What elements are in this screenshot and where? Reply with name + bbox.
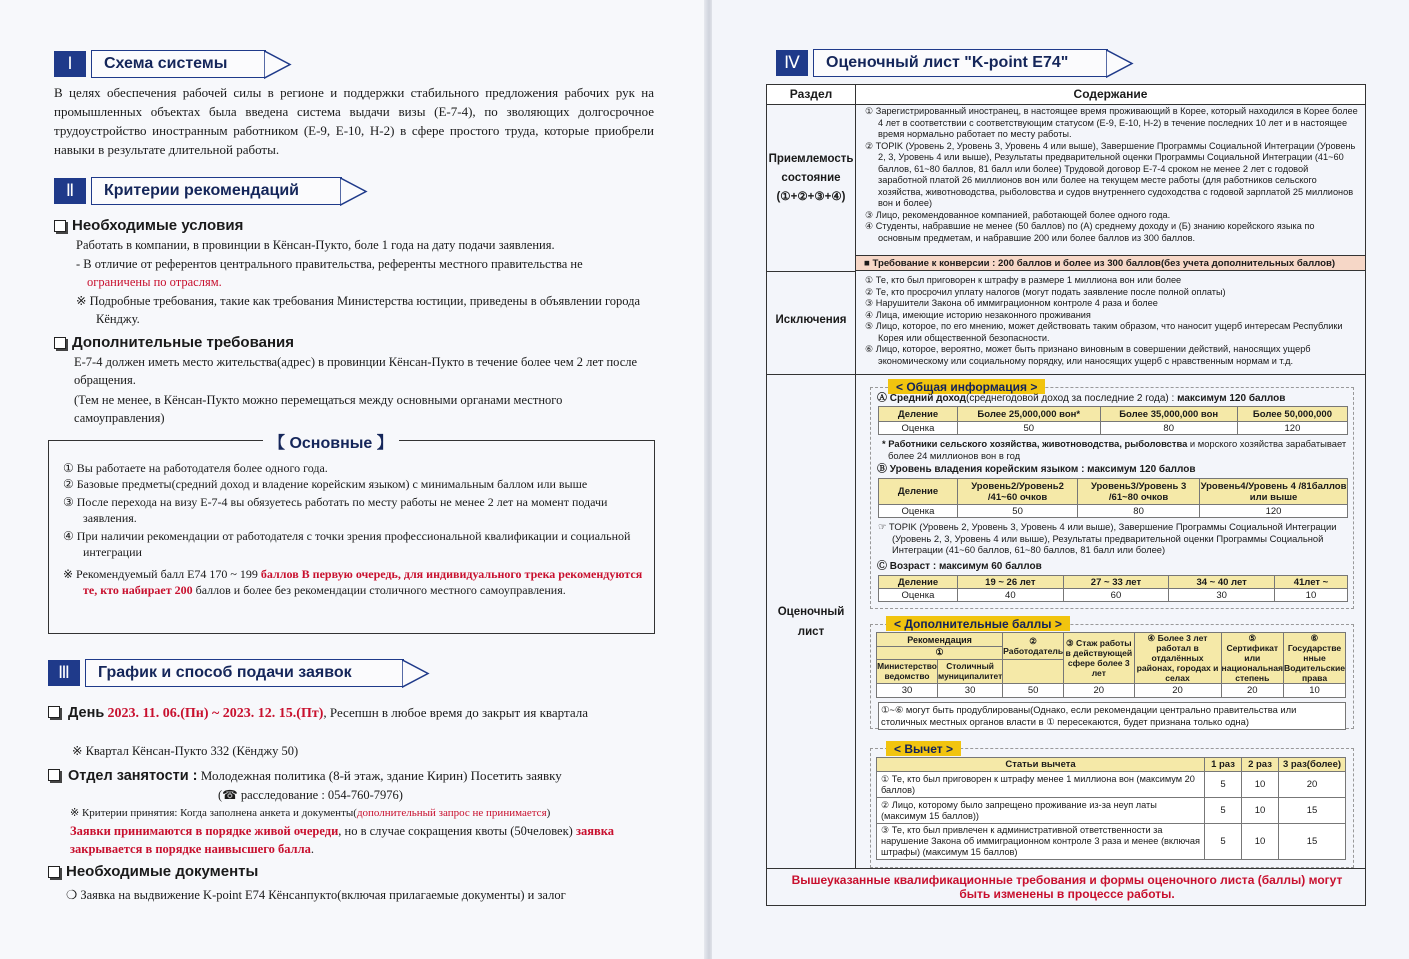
add-license: ⑥ Государстве нные Водительские права (1284, 633, 1346, 683)
korean-head-1: Уровень2/Уровень2 /41~60 очков (958, 479, 1078, 505)
additional-requirements-heading (54, 334, 294, 351)
add-ministry: Министерство ведомство (877, 659, 938, 684)
additional-points-table (876, 632, 1346, 698)
required-line-2-red: ограничены по отраслям. (87, 275, 222, 289)
ded-row-2-v3: 15 (1279, 798, 1346, 824)
additional-requirements-title: Дополнительные требования (72, 334, 294, 351)
required-conditions-title: Необходимые условия (72, 217, 244, 234)
main-points-list (63, 460, 643, 598)
korean-level-table (878, 478, 1348, 518)
order-red-2: заявка закрывается в порядке наивысшего балла (70, 824, 615, 856)
row-divider (767, 374, 1365, 375)
add-municipality: Столичный муниципалитет (937, 659, 1002, 684)
income-val-2: 80 (1100, 422, 1237, 435)
col-section-header: Раздел (767, 85, 856, 104)
add-experience: ③ Стаж работы в действующей сфере более 3 лет (1064, 633, 1134, 684)
day-label: День (68, 705, 105, 721)
ded-row-3-v1: 5 (1205, 824, 1242, 860)
checkbox-icon (48, 866, 60, 878)
required-documents-heading (48, 863, 258, 880)
main-note-red: баллов В первую очередь, для индивидуального трека рекомендуются те, кто набирает 200 (83, 567, 643, 597)
income-head-0: Деление (879, 407, 958, 422)
add-val-2: 30 (937, 684, 1002, 698)
income-table (878, 406, 1348, 435)
age-head-1: 19 ~ 26 лет (958, 576, 1064, 589)
col-content-header: Содержание (1073, 87, 1148, 101)
section-2-title (91, 177, 342, 205)
add-rec-header: Рекомендация (877, 633, 1003, 647)
tab-arrow-icon (340, 177, 368, 206)
add-val-3: 50 (1003, 684, 1064, 698)
row-exclusions-label: Исключения (775, 314, 847, 326)
dept-rest: Молодежная политика (8-й этаж, здание Кирин) Посетить заявку (200, 768, 562, 783)
ded-row-1-v2: 10 (1242, 772, 1279, 798)
additional-line-2: (Тем не менее, в Кёнсан-Пукто можно перемещаться между основными органами местного самоуправления) (74, 393, 563, 425)
age-val-1: 40 (958, 589, 1064, 602)
main-note-a: ※ Рекомендуемый балл E74 170 ~ 199 (63, 567, 258, 581)
income-title: Ⓐ Средний доход (877, 393, 966, 404)
korean-val-2: 80 (1078, 505, 1200, 518)
ded-row-3-v3: 15 (1279, 824, 1346, 860)
deduction-row (877, 824, 1346, 860)
ded-head-3: 3 раз(более) (1279, 758, 1346, 772)
eligibility-item-1: ① Зарегистрированный иностранец, в настоящее время проживающий в Корее, который находился в Корее более 4 лет в соответствии с соответствующим статусом (E-9, E-10, H-2) в течение последних 10 лет и в настоящее время нормально работает по месту работы. (865, 106, 1358, 139)
dept-label: Отдел занятости : (68, 768, 198, 784)
main-points-box (48, 435, 655, 634)
section-1-title (91, 50, 266, 78)
additional-points-title: < Дополнительные баллы > (886, 616, 1070, 631)
add-rec-number: ① (877, 647, 1003, 659)
section-4-title (813, 49, 1108, 77)
exclusion-item-1: ① Те, кто был приговорен к штрафу в размере 1 миллиона вон или более (865, 275, 1182, 285)
ded-row-2-label: ② Лицо, которому было запрещено проживание из-за неуп латы (максимум 15 баллов)) (877, 798, 1205, 824)
age-val-3: 30 (1169, 589, 1275, 602)
income-val-0: Оценка (879, 422, 958, 435)
section-4-title-text: Оценочный лист "K-point E74" (826, 54, 1069, 71)
conversion-requirement: ■ Требование к конверсии : 200 баллов и более из 300 баллов(без учета дополнительных баллов) (856, 255, 1365, 271)
deductions-table (876, 757, 1346, 860)
add-val-1: 30 (877, 684, 938, 698)
day-rest: , Ресепшн в любое время до закрыт ия квартала (323, 705, 588, 720)
income-max: максимум 120 баллов (1177, 393, 1286, 404)
korean-head-3: Уровень4/Уровень 4 /81баллов или выше (1200, 480, 1347, 503)
section-1-body: В целях обеспечения рабочей силы в регионе и поддержки стабильного предложения рабочих рук на промышленных объектах была введена система выдачи визы (E-7-4), по зволяющих долгосрочное трудоустройство иностранным работником (E-9, E-10, H-2) в сфере простого труда, которые приобрели навыки в результате длительной работы. (54, 85, 654, 157)
age-head-2: 27 ~ 33 лет (1063, 576, 1169, 589)
checkbox-icon (48, 769, 60, 781)
schedule-day (48, 703, 648, 723)
dept-phone: (☎ расследование : 054-760-7976) (218, 788, 403, 802)
income-val-3: 120 (1237, 422, 1347, 435)
add-remote: ④ Более 3 лет работал в отдалённых районах, городах и селах (1134, 633, 1221, 684)
korean-level-title: Ⓑ Уровень владения корейским языком : максимум 120 баллов (877, 464, 1196, 475)
deduction-row (877, 798, 1346, 824)
section-2-title-text: Критерии рекомендаций (104, 182, 299, 199)
required-line-2 (76, 255, 654, 291)
tab-arrow-icon (264, 50, 292, 79)
ded-head-2: 2 раз (1242, 758, 1279, 772)
required-note: ※ Подробные требования, такие как требования Министерства юстиции, приведены в объявлении города Кёнджу. (76, 294, 641, 326)
ded-head-0: Статьи вычета (877, 758, 1205, 772)
exclusion-item-3: ③ Нарушители Закона об иммиграционном контроле 4 раза и более (865, 298, 1158, 308)
order-red: Заявки принимаются в порядке живой очереди (70, 824, 339, 838)
add-val-6: 20 (1221, 684, 1284, 698)
order-c: . (310, 842, 314, 856)
income-head-3: Более 50,000,000 (1237, 407, 1347, 422)
documents-line: ❍ Заявка на выдвижение K-point E74 Кёнсанпукто(включая прилагаемые документы) и залог (66, 888, 566, 902)
exclusion-item-2: ② Те, кто просрочил уплату налогов (могут подать заявление после полной оплаты) (865, 286, 1226, 297)
eligibility-item-4: ④ Студенты, набравшие не менее (50 баллов) по (А) среднему доходу и (Б) знанию корейского языка по основным предметам, и набравшие 200 или более баллов из 300 баллов. (865, 221, 1315, 243)
section-2-header (54, 178, 342, 204)
required-documents-title: Необходимые документы (66, 863, 259, 880)
income-val-1: 50 (958, 422, 1101, 435)
criteria-a: ※ Критерии принятия: Когда заполнена анкета и документы( (70, 807, 357, 819)
criteria-red: дополнительный запрос не принимается (356, 807, 547, 819)
table-header-row (767, 85, 1365, 105)
ded-row-2-v2: 10 (1242, 798, 1279, 824)
section-4-header (776, 50, 1108, 76)
section-3-header (48, 660, 404, 686)
income-sub: (среднегодовой доход за последние 2 года) : (965, 393, 1175, 404)
income-head-2: Более 35,000,000 вон (1100, 407, 1237, 422)
age-val-2: 60 (1063, 589, 1169, 602)
row-exclusions-content (865, 275, 1358, 367)
exclusion-item-5: ⑤ Лицо, которое, по его мнению, может действовать таким образом, что наносит ущерб интересам Республики Корея или общественной безопасности. (865, 321, 1343, 343)
schedule-place: ※ Квартал Кёнсан-Пукто 332 (Кёнджу 50) (72, 744, 299, 758)
checkbox-icon (54, 337, 66, 349)
main-note (63, 566, 643, 598)
korean-val-1: 50 (958, 505, 1078, 518)
row-eligibility-label: Приемлемость состояние (①+②+③+④) (768, 153, 854, 203)
eligibility-item-3: ③ Лицо, рекомендованное компанией, работающей более одного года. (865, 209, 1171, 220)
required-line-2-text: - В отличие от референтов центрального правительства, референты местного правительства не (76, 257, 583, 271)
main-point-2: ② Базовые предметы(средний доход и владение корейским языком) с минимальным баллом или выше (63, 477, 588, 491)
ded-head-1: 1 раз (1205, 758, 1242, 772)
additional-line-1: E-7-4 должен иметь место жительства(адрес) в провинции Кёнсан-Пукто в течение более чем 2 лет после обращения. (74, 355, 638, 387)
additional-points-note: ①~⑥ могут быть продублированы(Однако, если рекомендации центрально правительства или столичных местных органов власти в ① пересекаются, будет признана только одна) (878, 702, 1346, 730)
age-head-4: 41лет ~ (1274, 576, 1347, 589)
deduction-row (877, 772, 1346, 798)
acceptance-criteria (70, 806, 650, 821)
age-val-0: Оценка (879, 589, 958, 602)
checkbox-icon (54, 220, 66, 232)
korean-head-2: Уровень3/Уровень 3 /61~80 очков (1078, 479, 1200, 505)
section-3-title-text: График и способ подачи заявок (98, 664, 352, 681)
korean-head-0: Деление (879, 479, 958, 505)
employment-department (48, 766, 648, 786)
add-val-7: 10 (1284, 684, 1346, 698)
income-note (878, 438, 1358, 461)
order-b: , но в случае сокращения квоты (50человек) (338, 824, 573, 838)
ded-row-1-v3: 20 (1279, 772, 1346, 798)
add-certificate: ⑤ Сертификат или национальная степень (1221, 633, 1284, 683)
korean-level-note: ☞ TOPIK (Уровень 2, Уровень 3, Уровень 4 или выше), Завершение Программы Социальной Интеграции (Уровень 2, 3, Уровень 4 или выше), Результаты предварительной оценки Программы Социальной Интеграции (41~60 баллов, 61~80 баллов, 81 балл или более) (878, 521, 1337, 555)
add-val-5: 20 (1134, 684, 1221, 698)
income-head-1: Более 25,000,000 вон* (958, 407, 1101, 422)
age-title: Ⓒ Возраст : максимум 60 баллов (877, 561, 1042, 572)
main-point-4: ④ При наличии рекомендации от работодателя с точки зрения профессиональной квалификации и социальной интеграции (63, 529, 631, 559)
income-note-b: и морского хозяйства зарабатывает более 24 миллионов вон в год (888, 438, 1347, 461)
section-3-number: Ⅲ (48, 660, 80, 686)
section-2-number: Ⅱ (54, 178, 86, 204)
day-dates: 2023. 11. 06.(Пн) ~ 2023. 12. 15.(Пт) (107, 706, 324, 721)
table-footer-note: Вышеуказанные квалификационные требования и формы оценочного листа (баллы) могут быть изменены в процессе работы. (791, 873, 1343, 901)
ded-row-1-label: ① Те, кто был приговорен к штрафу менее 1 миллиона вон (максимум 20 баллов) (877, 772, 1205, 798)
add-employer: ② Работодатель (1003, 633, 1064, 660)
right-page (712, 0, 1409, 959)
eligibility-item-2: ② TOPIK (Уровень 2, Уровень 3, Уровень 4 или выше), Завершение Программы Социальной Интеграции (Уровень 2, 3, Уровень 4 или выше), Результаты предварительной оценки Программы Социальной Интеграции (41~60 баллов, 61~80 баллов, 81 балл или более) Трудовой договор E-7-4 сроком не менее 2 лет с годовой заработной платой 26 миллионов вон или более на текущем месте работы (для работников сельского хозяйства, животноводства, рыболовства и судов внутреннего судоходства с годовой зарплатой 25 миллионов вон и более) (865, 140, 1356, 208)
korean-val-0: Оценка (879, 505, 958, 518)
section-3-title (85, 659, 404, 687)
deductions-title: < Вычет > (886, 741, 961, 756)
main-note-b: баллов и более без рекомендации столичного местного самоуправления. (195, 583, 566, 597)
age-table (878, 575, 1348, 602)
income-heading (877, 393, 1347, 405)
add-employer-spacer (1003, 659, 1064, 684)
ded-row-3-v2: 10 (1242, 824, 1279, 860)
acceptance-order (70, 822, 650, 858)
tab-arrow-icon (1106, 49, 1134, 78)
row-evaluation-label: Оценочный лист (777, 606, 845, 638)
exclusion-item-4: ④ Лица, имеющие историю незаконного проживания (865, 309, 1091, 320)
required-conditions-heading (54, 217, 243, 234)
column-divider (855, 104, 856, 868)
main-points-title: 【 Основные 】 (263, 430, 399, 453)
section-1-number: Ⅰ (54, 51, 86, 77)
age-head-0: Деление (879, 576, 958, 589)
main-point-3: ③ После перехода на визу E-7-4 вы обязуетесь работать по месту работы не менее 2 лет на момент подачи заявления. (63, 495, 608, 525)
row-divider (767, 868, 1365, 869)
add-val-4: 20 (1064, 684, 1134, 698)
main-point-1: ① Вы работаете на работодателя более одного года. (63, 461, 328, 475)
criteria-b: ) (546, 807, 551, 819)
ded-row-3-label: ③ Те, кто был привлечен к административной ответственности за нарушение Закона об иммиграционном контроле 3 раза и менее (включая штрафы) (максимум 15 баллов) (877, 824, 1205, 860)
section-4-number: Ⅳ (776, 50, 808, 76)
ded-row-2-v1: 5 (1205, 798, 1242, 824)
section-1-title-text: Схема системы (104, 55, 228, 72)
exclusion-item-6: ⑥ Лицо, которое, вероятно, может быть признано виновным в совершении действий, наносящих ущерб экономическому или социальному порядку, или наносящих ущерб с нравственным нормам и т.д. (865, 344, 1311, 366)
ded-row-1-v1: 5 (1205, 772, 1242, 798)
age-head-3: 34 ~ 40 лет (1169, 576, 1275, 589)
general-info-title: < Общая информация > (888, 379, 1045, 394)
row-eligibility-content (865, 106, 1358, 244)
age-val-4: 10 (1274, 589, 1347, 602)
required-line-1: Работать в компании, в провинции в Кёнсан-Пукто, боле 1 года на дату подачи заявления. (76, 238, 555, 252)
tab-arrow-icon (402, 659, 430, 688)
row-divider (767, 271, 856, 272)
income-note-a: * Работники сельского хозяйства, животноводства, рыболовства (882, 438, 1188, 449)
checkbox-icon (48, 706, 60, 718)
section-1-header (54, 51, 266, 77)
korean-val-3: 120 (1200, 505, 1348, 518)
